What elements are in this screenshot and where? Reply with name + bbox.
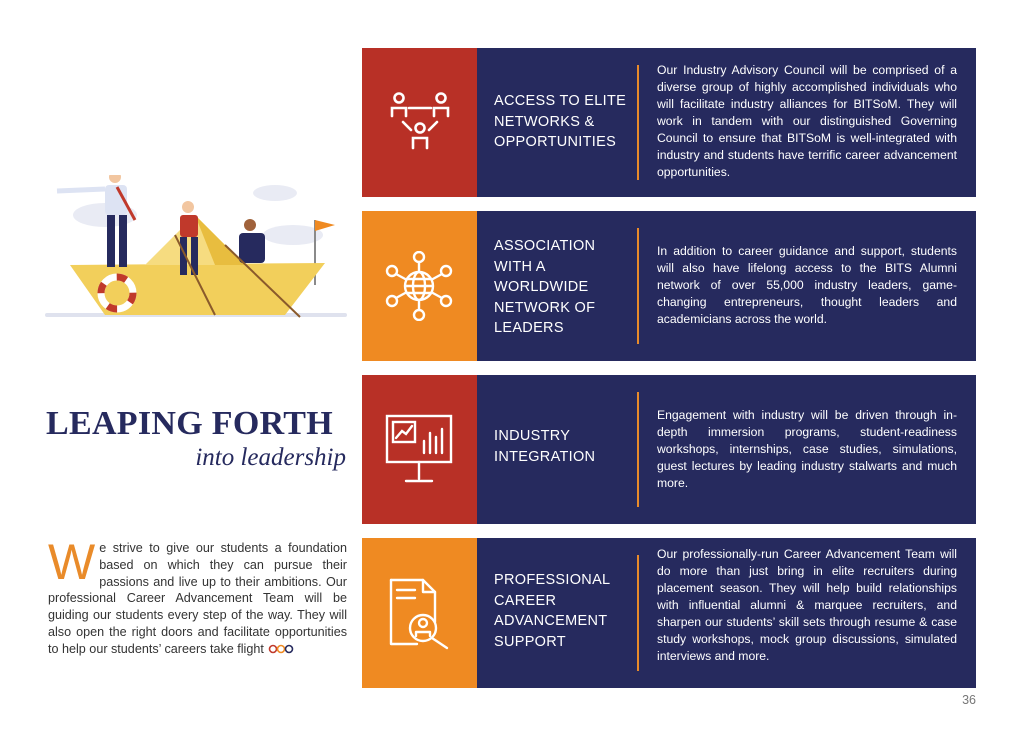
row-title: ACCESS TO ELITE NETWORKS & OPPORTUNITIES xyxy=(494,93,627,150)
row-title: ASSOCIATION WITH A WORLDWIDE NETWORK OF LEADERS xyxy=(494,238,596,336)
content-panel xyxy=(477,538,976,688)
page-number: 36 xyxy=(962,693,976,707)
feature-row-career-support xyxy=(362,538,976,688)
row-description: Our professionally-run Career Advancement Team will do more than just bring in elite recruiters during placement season. They will help build relationships with influential alumni & marquee recruiters, and sharpen our students’ skill sets through resume & case study workshops, mock group discussions, simulated interviews and more. xyxy=(657,547,957,663)
icon-panel xyxy=(362,48,477,197)
divider xyxy=(637,555,639,671)
row-description: Engagement with industry will be driven through in-depth immersion programs, student-readiness workshops, internships, case studies, simulations, guest lectures by leading industry stalwarts and much more. xyxy=(657,408,957,490)
feature-row-elite-networks xyxy=(362,48,976,197)
content-panel xyxy=(477,375,976,524)
globe-network-icon xyxy=(384,251,454,321)
icon-panel xyxy=(362,211,477,361)
divider xyxy=(637,228,639,344)
feature-row-worldwide-network xyxy=(362,211,976,361)
row-title: PROFESSIONAL CAREER ADVANCEMENT SUPPORT xyxy=(494,572,610,650)
headline-title: LEAPING FORTH xyxy=(46,405,334,442)
feature-row-industry-integration xyxy=(362,375,976,524)
content-panel xyxy=(477,211,976,361)
content-panel xyxy=(477,48,976,197)
paper-boat-illustration xyxy=(45,175,347,323)
row-title: INDUSTRY INTEGRATION xyxy=(494,428,596,465)
row-description: In addition to career guidance and support, students will also have lifelong access to the BITS Alumni network of over 55,000 industry leaders, game-changing entrepreneurs, thought leaders and academicians across the world. xyxy=(657,244,957,326)
drop-cap: W xyxy=(48,534,96,590)
network-people-icon xyxy=(389,92,451,154)
headline xyxy=(46,404,348,472)
headline-subtitle: into leadership xyxy=(195,444,346,471)
icon-panel xyxy=(362,538,477,688)
row-description: Our Industry Advisory Council will be comprised of a diverse group of highly accomplished individuals who will facilitate industry alliances for BITSoM. They will work in tandem with our distinguished Governing Council to ensure that BITSoM is well-integrated with industry and students have terrific career advancement opportunities. xyxy=(657,63,957,179)
divider xyxy=(637,392,639,507)
intro-paragraph xyxy=(48,534,347,658)
infinity-logo-icon xyxy=(268,644,294,654)
resume-search-icon xyxy=(387,578,453,650)
divider xyxy=(637,65,639,180)
presentation-board-icon xyxy=(384,413,454,485)
icon-panel xyxy=(362,375,477,524)
intro-text: e strive to give our students a foundation based on which they can pursue their passions and live up to their ambitions. Our professional Career Advancement Team will be guiding our students every step of the way. They will also open the right doors and facilitate opportunities to help our students’ careers take flight xyxy=(48,541,347,656)
